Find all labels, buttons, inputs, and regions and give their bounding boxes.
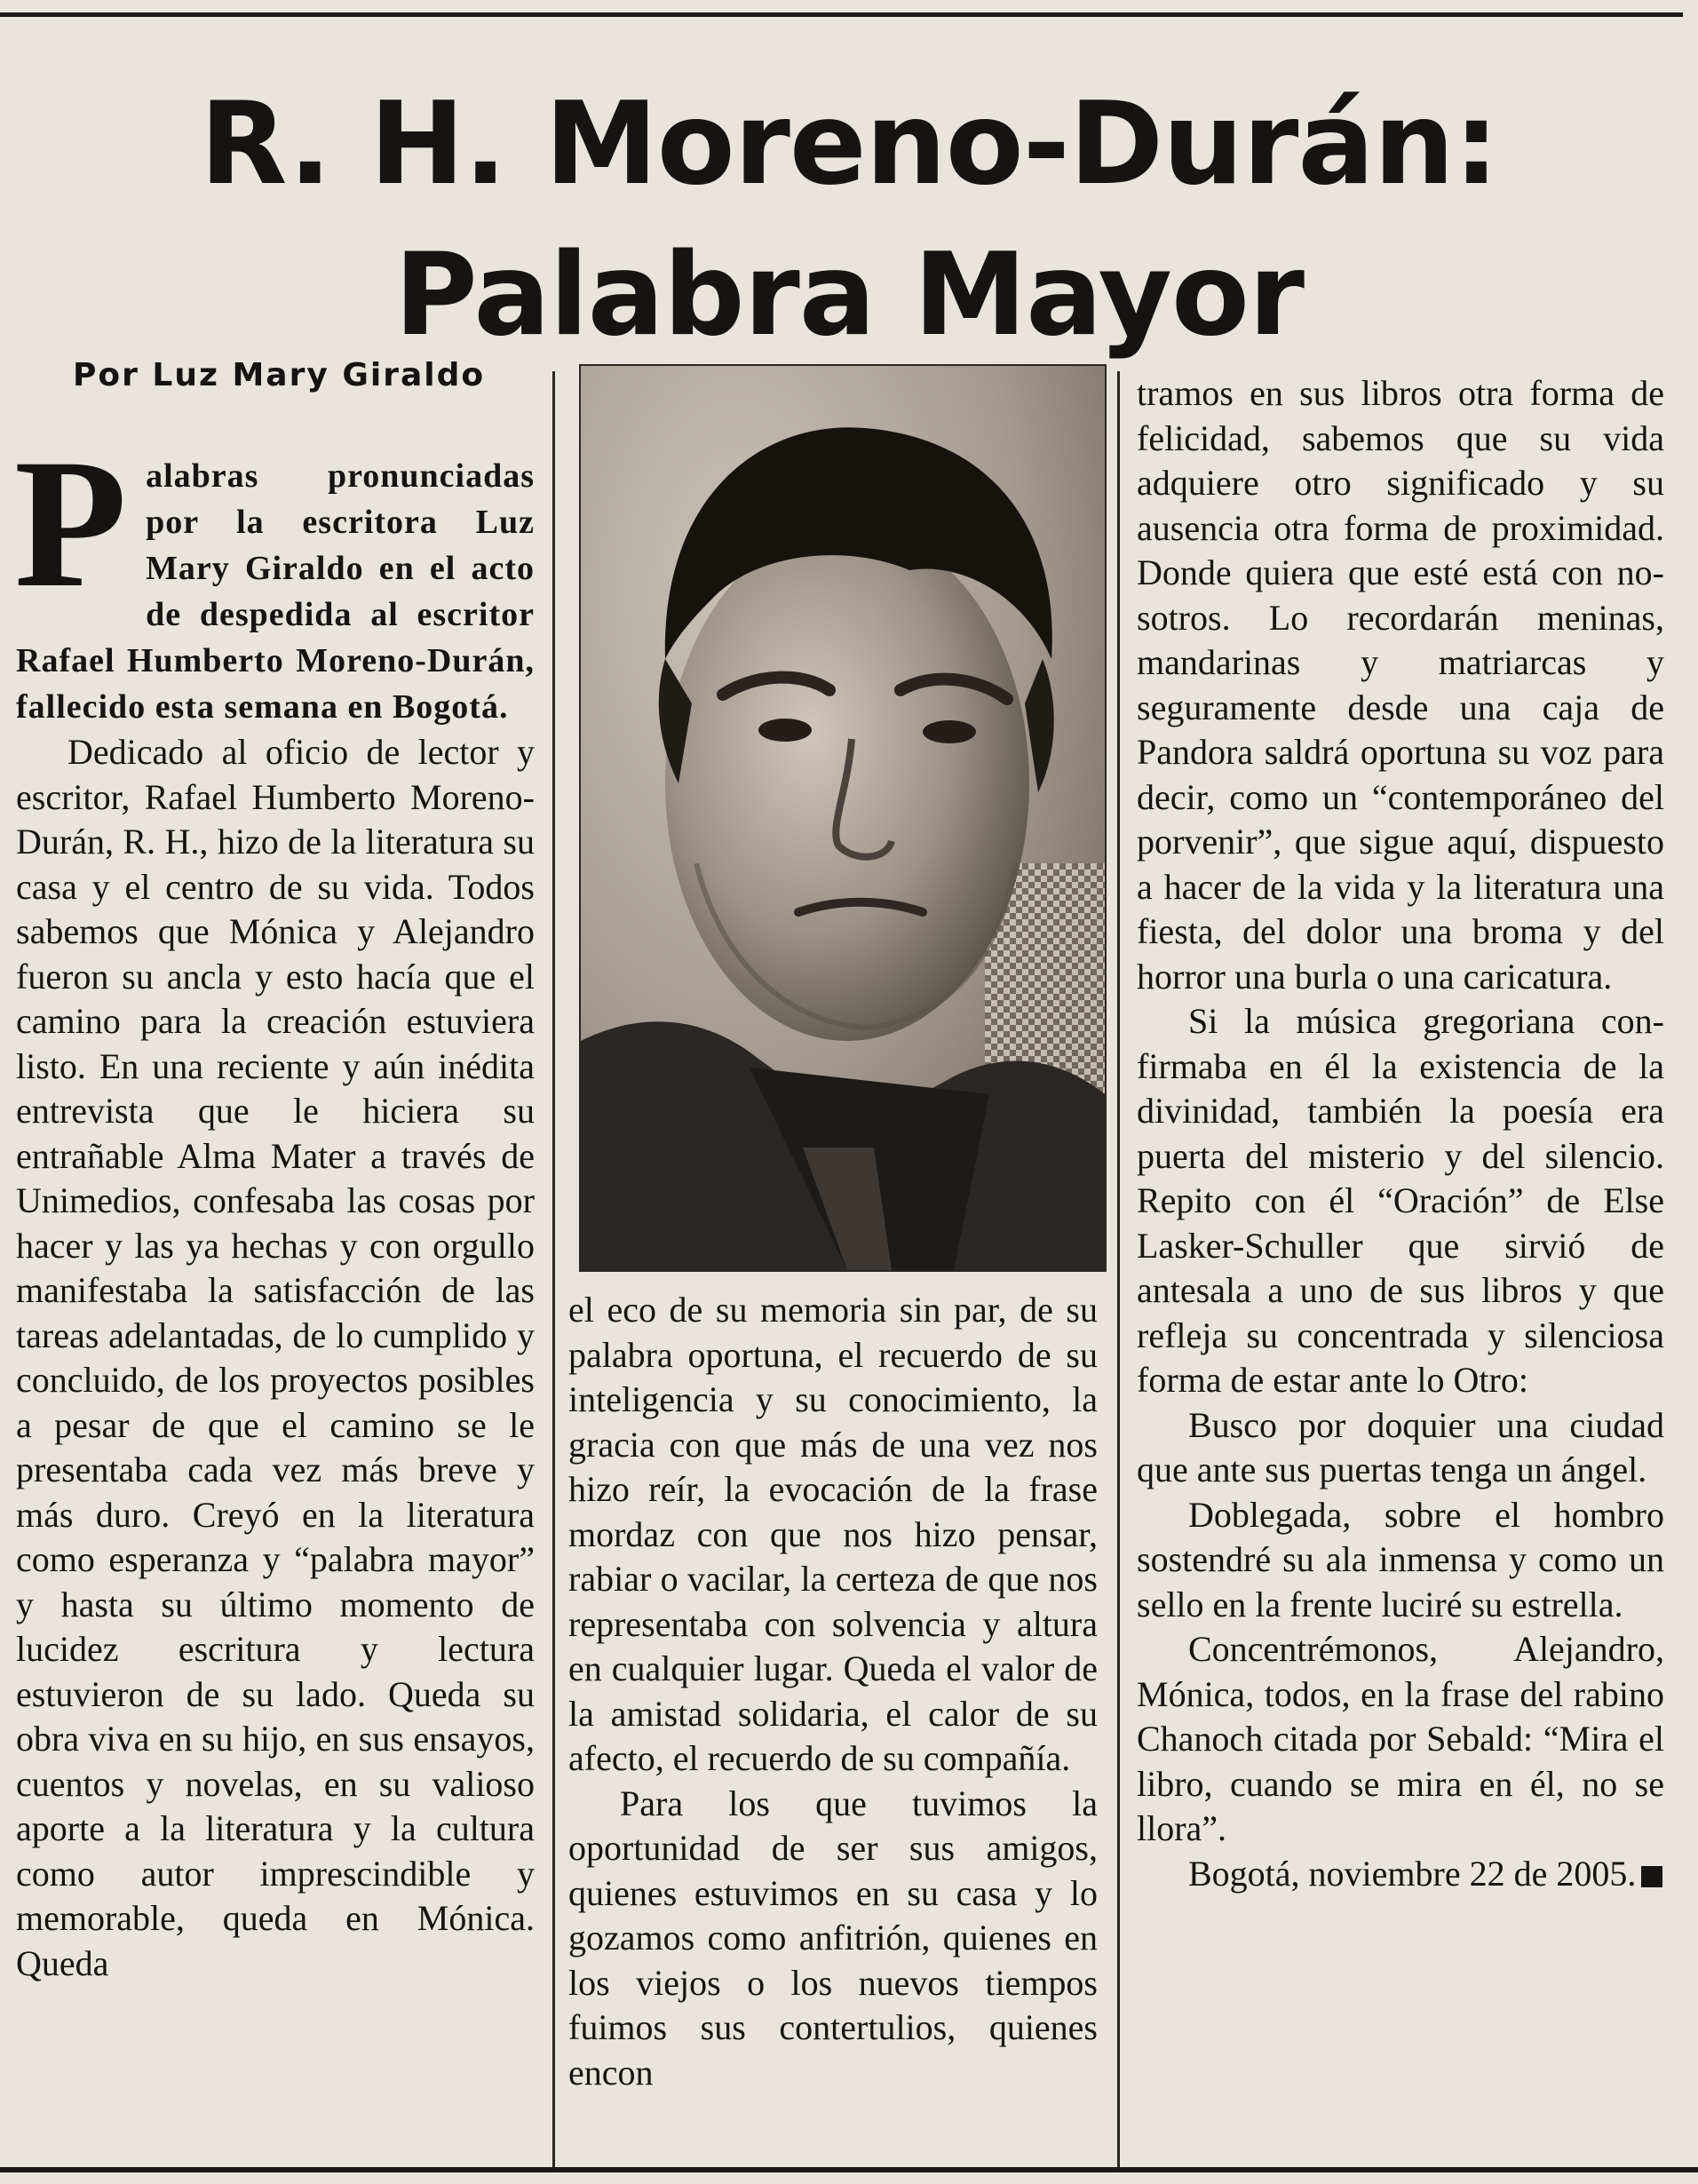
article-column-2 — [568, 1288, 1098, 2095]
article-column-3 — [1137, 371, 1664, 1896]
article-column-1 — [14, 421, 535, 1986]
body-paragraph: Concentrémonos, Alejandro, Mónica, todos, en la frase del rabino Chanoch citada por Sebald: “Mira el libro, cuando se mira en él, no se llora”. — [1137, 1629, 1664, 1848]
headline-line-1: R. H. Moreno-Durán: — [199, 78, 1499, 210]
lead-paragraph — [14, 421, 535, 730]
body-paragraph: Dedicado al oficio de lector y escritor, Rafael Humberto Moreno-Durán, R. H., hizo de la literatura su casa y el centro de su vida. Todos sabemos que Mónica y Alejandro fueron su ancla y esto hacía que el camino para la creación estuviera listo. En una reciente y aún inédita entrevista que le hiciera su entrañable Alma Mater a través de Unimedios, confesaba las cosas por hacer y las ya hechas y con orgullo manifestaba la satisfacción de las tareas adelantadas, de lo cumplido y concluido, de los proyectos posibles a pesar de que el camino se le presentaba cada vez más breve y más duro. Creyó en la literatura como esperanza y “palabra mayor” y hasta su último momento de lucidez escritura y lectura estuvieron de su lado. Queda su obra viva en su hijo, en sus ensayos, cuentos y novelas, en su valioso aporte a la literatura y la cultura como autor imprescindible y memorable, queda en Mónica. Queda — [16, 732, 535, 1983]
body-paragraph: Si la música gregoriana confirmaba en él la existencia de la divinidad, también la poesía era puerta del misterio y del silencio. Repito con él “Oración” de Else Lasker-Schuller que sirvió de antesala a uno de sus libros y que refleja su concentrada y silenciosa forma de estar ante lo Otro: — [1137, 1001, 1664, 1400]
closing-text: Bogotá, noviembre 22 de 2005. — [1188, 1853, 1637, 1894]
closing-dateline — [1137, 1852, 1664, 1897]
body-paragraph: el eco de su memoria sin par, de su palabra oportuna, el recuerdo de su inteligencia y su conocimiento, la gracia con que más de una vez nos hizo reír, la evocación de la frase mordaz con que nos hizo pensar, rabiar o vacilar, la certeza de que nos representaba con solvencia y altura en cualquier lugar. Queda el valor de la amistad solidaria, el calor de su afecto, el recuerdo de su compañía. — [568, 1290, 1098, 1778]
byline: Por Luz Mary Giraldo — [73, 357, 486, 393]
top-rule — [0, 12, 1683, 17]
lead-text: alabras pronunciadas por la escritora Luz Mary Giraldo en el acto de despedida al escritor Rafael Humberto Moreno-Durán, fallecido esta semana en Bogotá. — [16, 457, 535, 726]
end-mark-icon — [1641, 1866, 1662, 1887]
headline-line-2: Palabra Mayor — [394, 229, 1304, 361]
bottom-rule — [0, 2167, 1698, 2172]
column-rule-right — [1117, 371, 1120, 2167]
poem-stanza: Doblegada, sobre el hombro sostendré su ala inmensa y como un sello en la frente luciré su estrella. — [1137, 1494, 1664, 1624]
column-rule-left — [552, 371, 555, 2167]
drop-cap: P — [14, 421, 129, 625]
author-portrait-photo — [579, 364, 1107, 1272]
headline — [0, 69, 1698, 371]
body-paragraph: Para los que tuvimos la oportunidad de ser sus amigos, quienes estuvimos en su casa y lo gozamos como anfitrión, quienes en los viejos o los nuevos tiempos fuimos sus contertulios, quienes encon — [568, 1783, 1098, 2093]
body-paragraph: tramos en sus libros otra forma de felicidad, sabemos que su vida adquiere otro significado y su ausencia otra forma de proximidad. Donde quiera que esté está con nosotros. Lo recordarán meninas, mandarinas y matriarcas y seguramente desde una caja de Pandora saldrá oportuna su voz para decir, como un “contemporáneo del porvenir”, que sigue aquí, dispuesto a hacer de la vida y la literatura una fiesta, del dolor una broma y del horror una burla o una caricatura. — [1137, 373, 1664, 997]
portrait-photo-icon — [581, 366, 1105, 1270]
poem-stanza: Busco por doquier una ciudad que ante sus puertas tenga un ángel. — [1137, 1404, 1664, 1489]
